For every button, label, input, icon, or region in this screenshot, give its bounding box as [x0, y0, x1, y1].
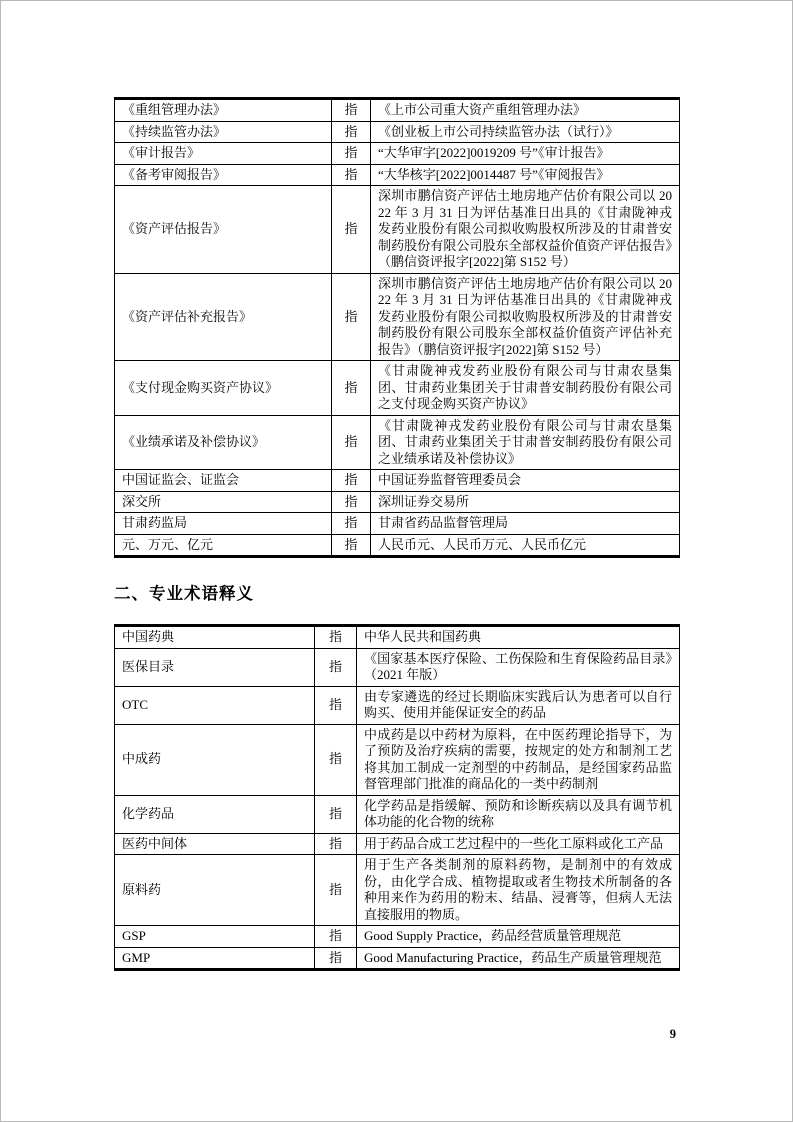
term-cell: 中国证监会、证监会 [115, 470, 332, 492]
ref-cell: 指 [315, 833, 357, 855]
definition-cell: 《甘肃陇神戎发药业股份有限公司与甘肃农垦集团、甘肃药业集团关于甘肃普安制药股份有限公司之业绩承诺及补偿协议》 [371, 415, 680, 470]
term-cell: 《审计报告》 [115, 143, 332, 165]
term-cell: 《重组管理办法》 [115, 99, 332, 122]
section-heading: 二、专业术语释义 [114, 585, 254, 603]
table-row [115, 534, 680, 557]
table-row [115, 361, 680, 416]
ref-cell: 指 [332, 143, 371, 165]
definition-cell: 《甘肃陇神戎发药业股份有限公司与甘肃农垦集团、甘肃药业集团关于甘肃普安制药股份有限公司之支付现金购买资产协议》 [371, 361, 680, 416]
term-cell: 化学药品 [115, 795, 315, 833]
ref-cell: 指 [315, 724, 357, 795]
page-content [114, 97, 680, 971]
definition-cell: 《创业板上市公司持续监管办法（试行）》 [371, 121, 680, 143]
general-definitions-table [114, 97, 680, 558]
term-cell: GMP [115, 947, 315, 970]
definition-cell: Good Manufacturing Practice，药品生产质量管理规范 [357, 947, 680, 970]
term-cell: 甘肃药监局 [115, 513, 332, 535]
ref-cell: 指 [315, 855, 357, 926]
term-cell: GSP [115, 926, 315, 948]
term-cell: 中国药典 [115, 626, 315, 649]
ref-cell: 指 [332, 186, 371, 274]
term-cell: 深交所 [115, 491, 332, 513]
table-row [115, 513, 680, 535]
definition-cell: 由专家遴选的经过长期临床实践后认为患者可以自行购买、使用并能保证安全的药品 [357, 686, 680, 724]
definition-cell: “大华审字[2022]0019209 号”《审计报告》 [371, 143, 680, 165]
ref-cell: 指 [315, 686, 357, 724]
table-row [115, 795, 680, 833]
table-row [115, 470, 680, 492]
ref-cell: 指 [332, 513, 371, 535]
table-row [115, 491, 680, 513]
definition-cell: 用于药品合成工艺过程中的一些化工原料或化工产品 [357, 833, 680, 855]
ref-cell: 指 [332, 164, 371, 186]
table-row [115, 143, 680, 165]
definition-cell: 化学药品是指缓解、预防和诊断疾病以及具有调节机体功能的化合物的统称 [357, 795, 680, 833]
table-row [115, 121, 680, 143]
definition-cell: Good Supply Practice，药品经营质量管理规范 [357, 926, 680, 948]
ref-cell: 指 [332, 121, 371, 143]
term-cell: 《资产评估报告》 [115, 186, 332, 274]
table-row [115, 415, 680, 470]
definition-cell: 《上市公司重大资产重组管理办法》 [371, 99, 680, 122]
table-row [115, 833, 680, 855]
term-cell: 元、万元、亿元 [115, 534, 332, 557]
table-row [115, 186, 680, 274]
term-cell: 中成药 [115, 724, 315, 795]
table-row [115, 724, 680, 795]
ref-cell: 指 [315, 947, 357, 970]
definition-cell: 用于生产各类制剂的原料药物，是制剂中的有效成份，由化学合成、植物提取或者生物技术所制备的各种用来作为药用的粉末、结晶、浸膏等，但病人无法直接服用的物质。 [357, 855, 680, 926]
table-row [115, 273, 680, 361]
table-row [115, 99, 680, 122]
ref-cell: 指 [315, 648, 357, 686]
ref-cell: 指 [332, 361, 371, 416]
term-cell: 《支付现金购买资产协议》 [115, 361, 332, 416]
table-row [115, 926, 680, 948]
ref-cell: 指 [315, 795, 357, 833]
page-number: 9 [669, 1027, 676, 1041]
table-row [115, 855, 680, 926]
term-cell: OTC [115, 686, 315, 724]
definition-cell: 人民币元、人民币万元、人民币亿元 [371, 534, 680, 557]
table-row [115, 648, 680, 686]
ref-cell: 指 [332, 470, 371, 492]
definition-cell: 《国家基本医疗保险、工伤保险和生育保险药品目录》（2021 年版） [357, 648, 680, 686]
term-cell: 医保目录 [115, 648, 315, 686]
ref-cell: 指 [315, 626, 357, 649]
term-cell: 原料药 [115, 855, 315, 926]
ref-cell: 指 [332, 534, 371, 557]
definition-cell: 深圳市鹏信资产评估土地房地产估价有限公司以 2022 年 3 月 31 日为评估基准日出具的《甘肃陇神戎发药业股份有限公司拟收购股权所涉及的甘肃普安制药股份有限公司股东全部权益价值资产评估报告》（鹏信资评报字[2022]第 S152 号） [371, 186, 680, 274]
ref-cell: 指 [332, 273, 371, 361]
ref-cell: 指 [332, 491, 371, 513]
table-row [115, 164, 680, 186]
term-cell: 《备考审阅报告》 [115, 164, 332, 186]
definition-cell: 深圳证券交易所 [371, 491, 680, 513]
table-row [115, 686, 680, 724]
ref-cell: 指 [315, 926, 357, 948]
term-cell: 《资产评估补充报告》 [115, 273, 332, 361]
table-row [115, 947, 680, 970]
definition-cell: 中华人民共和国药典 [357, 626, 680, 649]
ref-cell: 指 [332, 99, 371, 122]
term-cell: 《持续监管办法》 [115, 121, 332, 143]
term-cell: 《业绩承诺及补偿协议》 [115, 415, 332, 470]
definition-cell: 中国证券监督管理委员会 [371, 470, 680, 492]
terminology-definitions-table [114, 624, 680, 971]
term-cell: 医药中间体 [115, 833, 315, 855]
definition-cell: 中成药是以中药材为原料，在中医药理论指导下，为了预防及治疗疾病的需要，按规定的处方和制剂工艺将其加工制成一定剂型的中药制品，是经国家药品监督管理部门批准的商品化的一类中药制剂 [357, 724, 680, 795]
table-row [115, 626, 680, 649]
definition-cell: “大华核字[2022]0014487 号”《审阅报告》 [371, 164, 680, 186]
definition-cell: 甘肃省药品监督管理局 [371, 513, 680, 535]
ref-cell: 指 [332, 415, 371, 470]
definition-cell: 深圳市鹏信资产评估土地房地产估价有限公司以 2022 年 3 月 31 日为评估基准日出具的《甘肃陇神戎发药业股份有限公司拟收购股权所涉及的甘肃普安制药股份有限公司股东全部权益价值资产评估补充报告》（鹏信资评报字[2022]第 S152 号） [371, 273, 680, 361]
